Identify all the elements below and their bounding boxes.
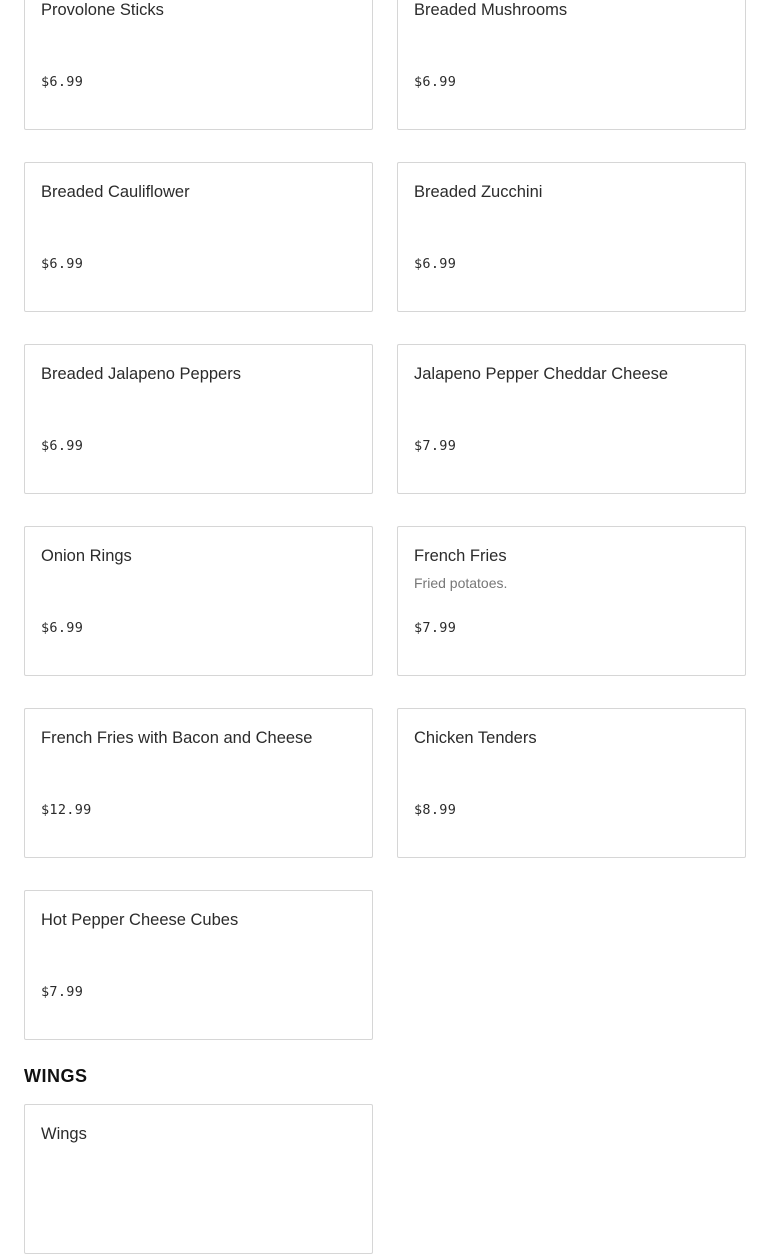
- menu-item-card[interactable]: [397, 344, 746, 494]
- item-price: $12.99: [41, 802, 92, 818]
- menu-item-card[interactable]: [24, 344, 373, 494]
- menu-item-card[interactable]: [24, 708, 373, 858]
- item-name: Provolone Sticks: [41, 1, 164, 19]
- menu-item-card[interactable]: [24, 890, 373, 1040]
- item-price: $6.99: [41, 620, 84, 636]
- item-price: $6.99: [414, 74, 457, 90]
- menu-item-card[interactable]: [397, 708, 746, 858]
- menu-item-card[interactable]: [24, 526, 373, 676]
- item-name: Breaded Zucchini: [414, 183, 543, 201]
- item-price: $6.99: [41, 438, 84, 454]
- item-name: Breaded Cauliflower: [41, 183, 190, 201]
- menu-item-card[interactable]: [24, 0, 373, 130]
- menu-item-card[interactable]: [397, 0, 746, 130]
- item-price: $8.99: [414, 802, 457, 818]
- item-price: $7.99: [41, 984, 84, 1000]
- item-price: $7.99: [414, 438, 457, 454]
- item-name: French Fries with Bacon and Cheese: [41, 729, 313, 747]
- item-price: $6.99: [41, 256, 84, 272]
- section-title-wings: WINGS: [24, 1066, 88, 1086]
- item-name: Onion Rings: [41, 547, 132, 565]
- item-price: $6.99: [414, 256, 457, 272]
- menu-item-card[interactable]: [397, 162, 746, 312]
- item-name: Hot Pepper Cheese Cubes: [41, 911, 239, 929]
- menu-item-card[interactable]: [24, 162, 373, 312]
- item-name: Breaded Jalapeno Peppers: [41, 365, 241, 383]
- menu-item-card[interactable]: [397, 526, 746, 676]
- item-name: Wings: [41, 1125, 87, 1143]
- item-name: Breaded Mushrooms: [414, 1, 568, 19]
- item-name: Chicken Tenders: [414, 729, 537, 747]
- item-name: Jalapeno Pepper Cheddar Cheese: [414, 365, 669, 383]
- item-description: Fried potatoes.: [414, 575, 508, 591]
- item-price: $6.99: [41, 74, 84, 90]
- item-name: French Fries: [414, 547, 507, 565]
- item-price: $7.99: [414, 620, 457, 636]
- menu-item-card[interactable]: [24, 1104, 373, 1254]
